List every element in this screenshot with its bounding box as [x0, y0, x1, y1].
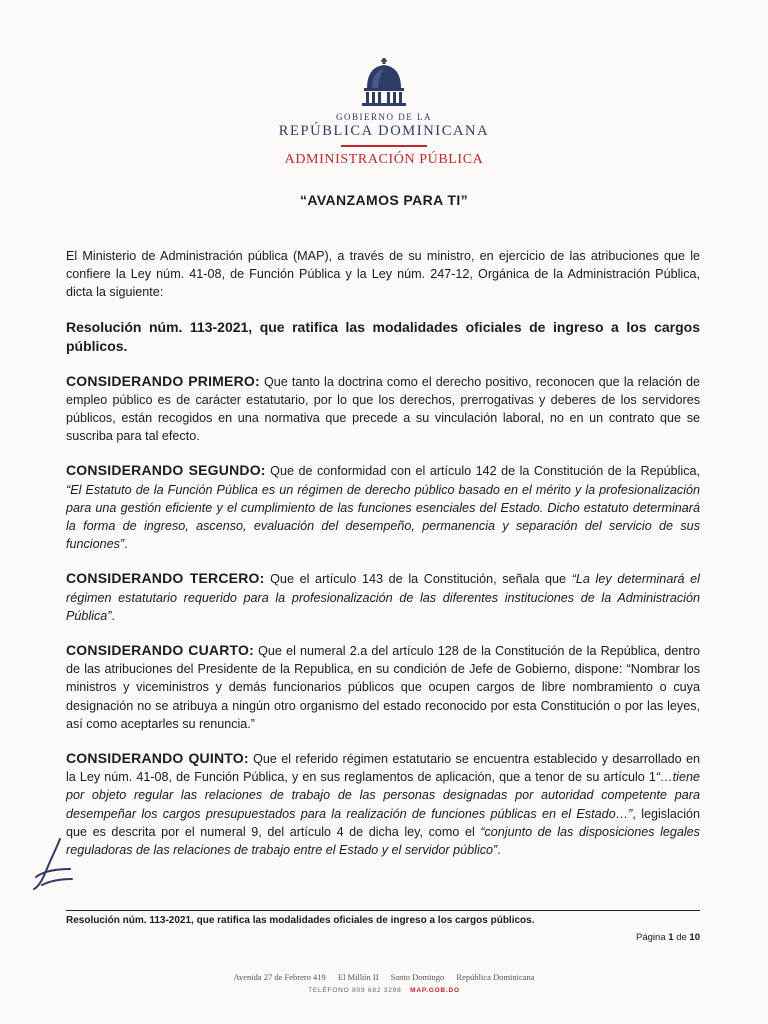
considerando-text: Que el numeral 2.a del artículo 128 de la Constitución de la República, dentro de las atribuciones del Presidente de la Republica, en su condición de Jefe de Gobierno, dispone: “Nombrar los ministros y viceministros y demás funcionarios públicos que ocupen cargos de libre nombramiento o cuya designación no se atribuya a ningún otro organismo del estado reconocido por esta Constitución o por las leyes, así como aceptarles su renuncia.” [66, 644, 700, 731]
letterhead [0, 58, 768, 168]
footer-address [0, 972, 768, 982]
address-city: Santo Domingo [390, 972, 445, 982]
slogan: “AVANZAMOS PARA TI” [299, 192, 469, 208]
gov-subtitle: GOBIERNO DE LA [336, 112, 432, 122]
considerando-text: Que el referido régimen estatutario se encuentra establecido y desarrollado en la Ley núm. 41-08, de Función Pública, y en sus reglamentos de aplicación, que a tenor de su artículo 1 [66, 752, 700, 785]
page-number [636, 932, 700, 943]
sentence-end: . [124, 537, 128, 552]
page-of: de [676, 932, 687, 943]
sentence-end: . [497, 843, 501, 858]
considerando-primero [66, 372, 700, 446]
considerando-text: Que el artículo 143 de la Constitución, señala que [264, 572, 572, 587]
considerando-text: Que tanto la doctrina como el derecho positivo, reconocen que la relación de empleo público es de carácter estatutario, por lo que los derechos, prerrogativas y deberes de los servidores públicos, están recogidos en una normativa que precede a su vinculación laboral, no en un contrato que se suscriba para tal efecto. [66, 374, 700, 444]
address-street: Avenida 27 de Febrero 419 [233, 972, 326, 982]
considerando-heading: CONSIDERANDO CUARTO: [66, 642, 254, 659]
footer-contact [0, 987, 768, 994]
gov-title: REPÚBLICA DOMINICANA [278, 123, 490, 139]
considerando-heading: CONSIDERANDO QUINTO: [66, 750, 249, 767]
considerando-text: , legislación que es descrita por el numeral 9, del artículo 4 de dicha ley, como el [66, 806, 701, 839]
sentence-end: . [111, 608, 115, 623]
address-country: República Dominicana [456, 972, 535, 982]
admin-title: ADMINISTRACIÓN PÚBLICA [284, 152, 484, 167]
page-total: 10 [689, 932, 700, 943]
address-sector: El Millón II [337, 972, 379, 982]
phone-number: TELÉFONO 809 682 3298 [308, 987, 402, 994]
considerando-heading: CONSIDERANDO SEGUNDO: [66, 462, 266, 479]
considerando-segundo [66, 461, 700, 553]
law-quote: “conjunto de las disposiciones legales reguladoras de las relaciones de trabajo entre el Estado y el servidor público” [66, 824, 700, 858]
considerando-cuarto [66, 641, 700, 733]
initials-signature [30, 835, 78, 893]
considerando-text: Que de conformidad con el artículo 142 de la Constitución de la República, [265, 464, 701, 479]
intro-paragraph: El Ministerio de Administración pública (MAP), a través de su ministro, en ejercicio de las atribuciones que le confiere la Ley núm. 41-08, de Función Pública y la Ley núm. 247-12, Orgánica de la Administración Pública, dicta la siguiente: [66, 249, 700, 300]
footer-resolution: Resolución núm. 113-2021, que ratifica las modalidades oficiales de ingreso a los cargos públicos. [66, 915, 535, 926]
page-current: 1 [668, 932, 674, 943]
page-label: Página [636, 932, 666, 943]
constitution-quote: “El Estatuto de la Función Pública es un régimen de derecho público basado en el mérito y la profesionalización para una gestión eficiente y el cumplimiento de las funciones esenciales del Estado. Dicho estatuto determinará la forma de ingreso, ascenso, evaluación del desempeño, permanencia y separación del servicio de sus funciones” [66, 482, 700, 552]
law-quote: “…tiene por objeto regular las relaciones de trabajo de las personas designadas por autoridad competente para desempeñar los cargos presupuestados para la realización de funciones públicas en el Estado…” [66, 770, 700, 821]
footer-divider [66, 910, 700, 911]
considerando-tercero [66, 569, 700, 625]
resolution-title: Resolución núm. 113-2021, que ratifica las modalidades oficiales de ingreso a los cargos públicos. [66, 318, 700, 354]
header-divider [341, 145, 427, 147]
considerando-heading: CONSIDERANDO PRIMERO: [66, 372, 260, 389]
document-body [66, 247, 700, 875]
considerando-quinto [66, 749, 700, 859]
website-link[interactable]: MAP.GOB.DO [410, 987, 460, 994]
considerando-heading: CONSIDERANDO TERCERO: [66, 570, 265, 587]
constitution-quote: “La ley determinará el régimen estatutario requerido para la profesionalización de las diferentes instituciones de la Administración Pública” [66, 572, 700, 623]
national-palace-dome-icon [359, 58, 409, 108]
